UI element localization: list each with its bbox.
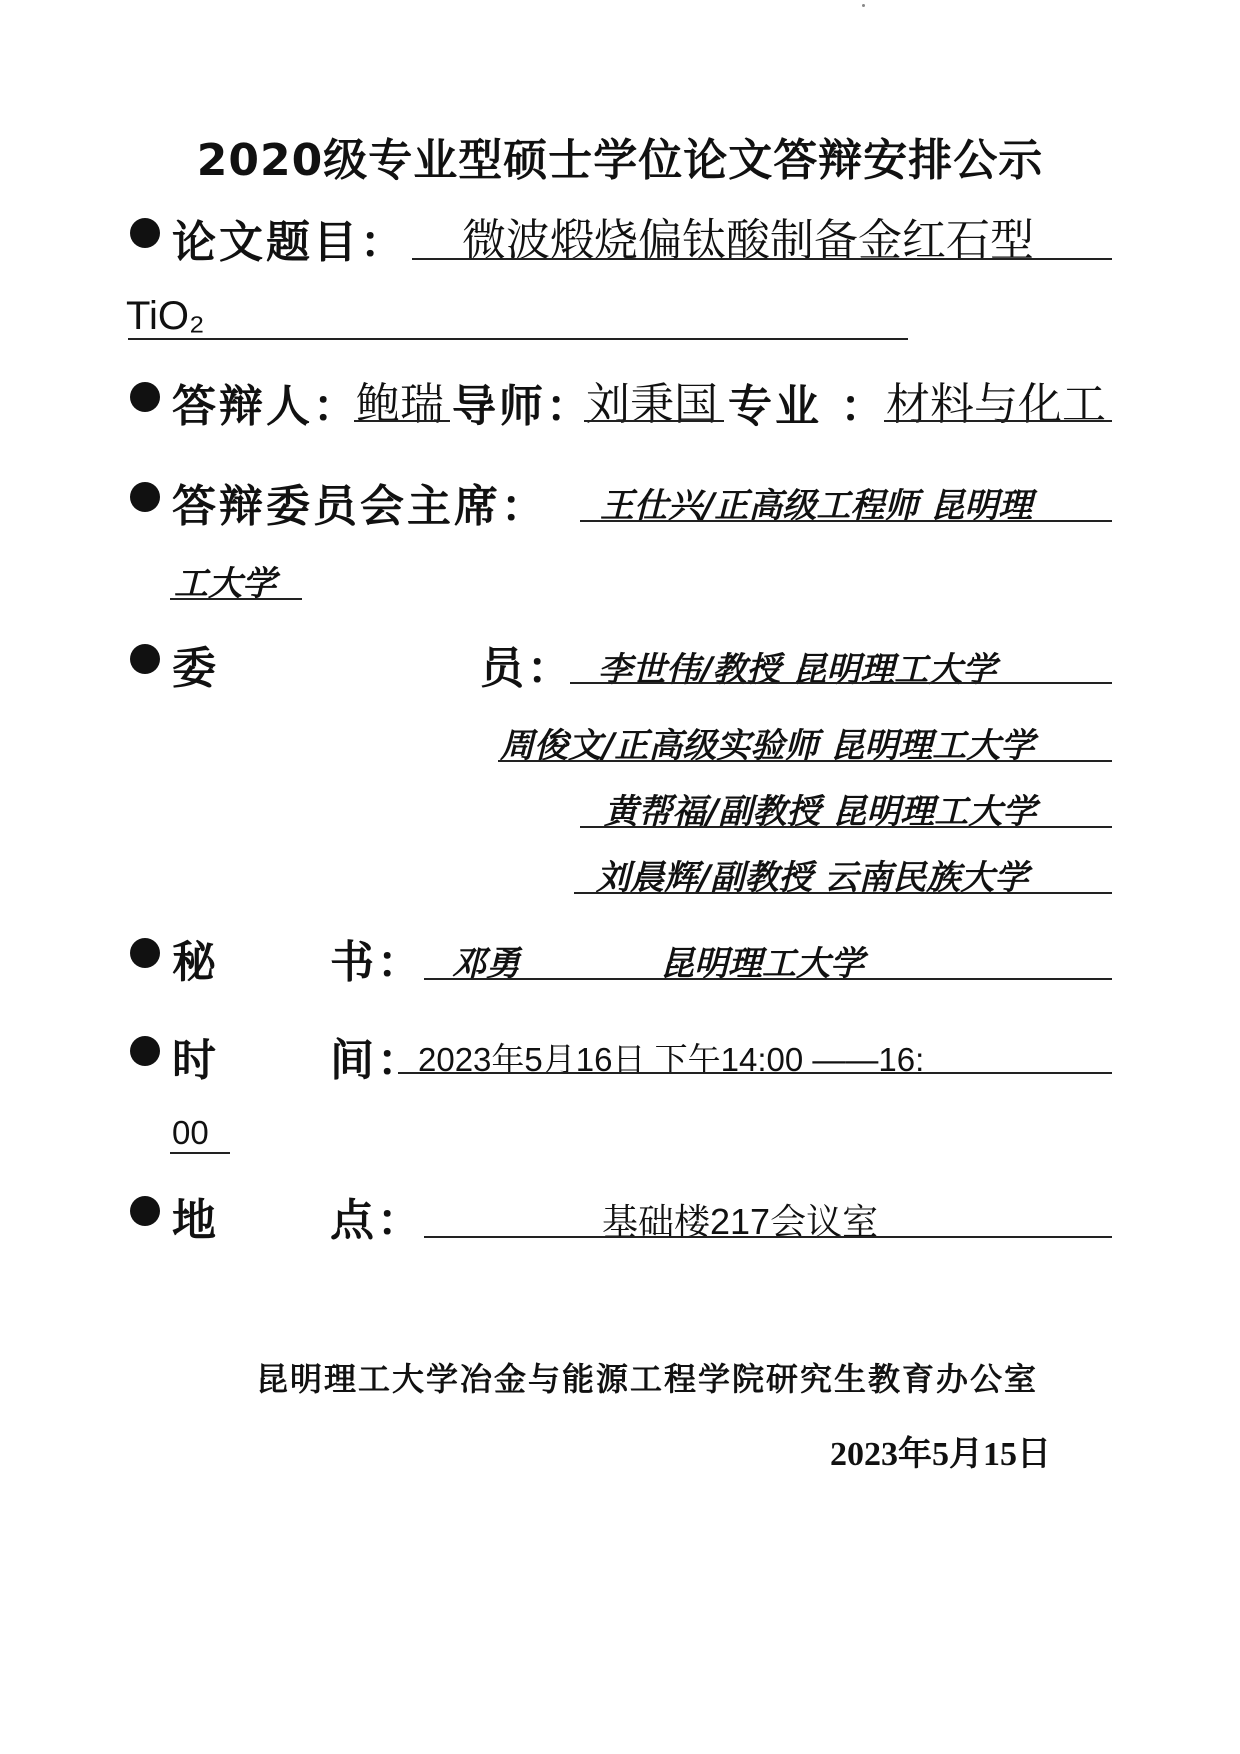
time-value-line1: 2023年5月16日 下午14:00 ——16: — [418, 1041, 925, 1078]
chair-value-line2: 工大学 — [174, 564, 276, 604]
committee-underline — [498, 760, 1112, 762]
footer-date: 2023年5月15日 — [830, 1436, 1051, 1473]
committee-member: 黄帮福/副教授 昆明理工大学 — [604, 792, 1037, 832]
bullet-time — [130, 1036, 160, 1066]
thesis-underline-1 — [412, 258, 1112, 260]
bullet-chair — [130, 482, 160, 512]
thesis-title-line2: TiO₂ — [126, 294, 205, 338]
major-value: 材料与化工 — [886, 379, 1106, 430]
advisor-name: 刘秉国 — [586, 379, 718, 430]
bullet-place — [130, 1196, 160, 1226]
thesis-title-line1: 微波煅烧偏钛酸制备金红石型 — [462, 215, 1034, 266]
thesis-label: 论文题目： — [172, 217, 407, 268]
secretary-underline — [424, 978, 1112, 980]
bullet-secretary — [130, 938, 160, 968]
major-underline — [884, 420, 1112, 422]
time-label-a: 时 — [172, 1035, 219, 1086]
bullet-thesis — [130, 218, 160, 248]
bullet-defense — [130, 382, 160, 412]
time-underline-1 — [398, 1072, 1112, 1074]
major-label: 专业 ： — [728, 381, 888, 432]
committee-underline — [580, 826, 1112, 828]
chair-label: 答辩委员会主席： — [172, 481, 548, 532]
secretary-label-a: 秘 — [172, 937, 219, 988]
candidate-name: 鲍瑞 — [356, 379, 444, 430]
candidate-label: 答辩人： — [172, 381, 360, 432]
place-underline — [424, 1236, 1112, 1238]
advisor-label: 导师： — [452, 381, 593, 432]
candidate-underline — [354, 420, 450, 422]
place-label-b: 点： — [330, 1195, 424, 1246]
committee-underline — [570, 682, 1112, 684]
scan-speck — [862, 4, 865, 7]
time-underline-2 — [170, 1152, 230, 1154]
chair-value-line1: 王仕兴/正高级工程师 昆明理 — [600, 486, 1033, 526]
chair-underline-2 — [170, 598, 302, 600]
time-label-b: 间： — [330, 1035, 424, 1086]
committee-member: 李世伟/教授 昆明理工大学 — [598, 650, 997, 690]
page-title: 2020级专业型硕士学位论文答辩安排公示 — [196, 135, 1044, 186]
secretary-org: 昆明理工大学 — [660, 944, 864, 984]
committee-member: 刘晨辉/副教授 云南民族大学 — [596, 858, 1029, 898]
footer-office: 昆明理工大学冶金与能源工程学院研究生教育办公室 — [256, 1360, 1039, 1398]
thesis-underline-2 — [128, 338, 908, 340]
committee-label-b: 员： — [480, 643, 574, 694]
place-label-a: 地 — [172, 1195, 219, 1246]
committee-underline — [574, 892, 1112, 894]
place-value: 基础楼217会议室 — [602, 1201, 879, 1242]
secretary-label-b: 书： — [330, 937, 424, 988]
advisor-underline — [584, 420, 724, 422]
committee-member: 周俊文/正高级实验师 昆明理工大学 — [500, 726, 1035, 766]
chair-underline-1 — [580, 520, 1112, 522]
committee-label-a: 委 — [172, 643, 219, 694]
time-value-line2: 00 — [172, 1114, 209, 1151]
bullet-committee — [130, 644, 160, 674]
secretary-name: 邓勇 — [452, 944, 520, 984]
